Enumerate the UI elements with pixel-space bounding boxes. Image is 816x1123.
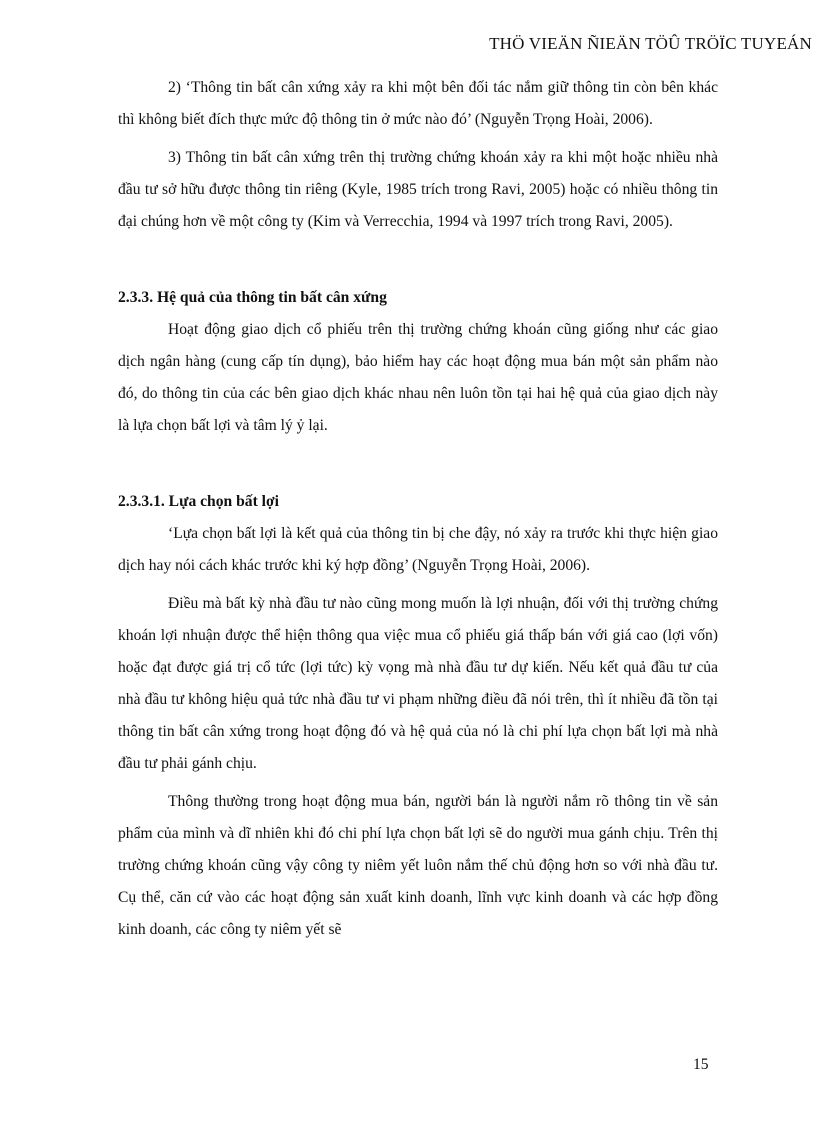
section-spacer [118, 244, 718, 282]
section-heading-2-3-3: 2.3.3. Hệ quả của thông tin bất cân xứng [118, 289, 387, 306]
paragraph-investor-profit: Điều mà bất kỳ nhà đầu tư nào cũng mong muốn là lợi nhuận, đối với thị trường chứng khoán lợi nhuận được thể hiện thông qua việc mua cổ phiếu giá thấp bán với giá cao (lợi vốn) hoặc đạt được giá trị cổ tức (lợi tức) kỳ vọng mà nhà đầu tư dự kiến. Nếu kết quả đầu tư của nhà đầu tư không hiệu quả tức nhà đầu tư vi phạm những điều đã nói trên, thì ít nhiều đã tồn tại thông tin bất cân xứng trong hoạt động đó và hệ quả của nó là chi phí lựa chọn bất lợi mà nhà đầu tư phải gánh chịu. [118, 595, 718, 772]
paragraph-seller-buyer: Thông thường trong hoạt động mua bán, người bán là người nắm rõ thông tin về sản phẩm của mình và dĩ nhiên khi đó chi phí lựa chọn bất lợi sẽ do người mua gánh chịu. Trên thị trường chứng khoán cũng vậy công ty niêm yết luôn nắm thế chủ động hơn so với nhà đầu tư. Cụ thể, căn cứ vào các hoạt động sản xuất kinh doanh, lĩnh vực kinh doanh và các hợp đồng kinh doanh, các công ty niêm yết sẽ [118, 793, 718, 938]
paragraph-definition-2: 2) ‘Thông tin bất cân xứng xảy ra khi một bên đối tác nắm giữ thông tin còn bên khác thì không biết đích thực mức độ thông tin ở mức nào đó’ (Nguyễn Trọng Hoài, 2006). [118, 79, 718, 128]
section-spacer [118, 448, 718, 486]
section-heading-2-3-3-1: 2.3.3.1. Lựa chọn bất lợi [118, 493, 279, 510]
paragraph-consequences: Hoạt động giao dịch cổ phiếu trên thị trường chứng khoán cũng giống như các giao dịch ngân hàng (cung cấp tín dụng), bảo hiểm hay các hoạt động mua bán một sản phẩm nào đó, do thông tin của các bên giao dịch khác nhau nên luôn tồn tại hai hệ quả của giao dịch này là lựa chọn bất lợi và tâm lý ỷ lại. [118, 321, 718, 434]
document-body [118, 72, 718, 952]
page-number: 15 [693, 1056, 709, 1073]
running-header: THÖ VIEÄN ÑIEÄN TÖÛ TRÖÏC TUYEÁN [489, 34, 812, 53]
paragraph-definition-3: 3) Thông tin bất cân xứng trên thị trường chứng khoán xảy ra khi một hoặc nhiều nhà đầu tư sở hữu được thông tin riêng (Kyle, 1985 trích trong Ravi, 2005) hoặc có nhiều thông tin đại chúng hơn về một công ty (Kim và Verrecchia, 1994 và 1997 trích trong Ravi, 2005). [118, 149, 718, 230]
paragraph-adverse-selection-definition: ‘Lựa chọn bất lợi là kết quả của thông tin bị che đậy, nó xảy ra trước khi thực hiện giao dịch hay nói cách khác trước khi ký hợp đồng’ (Nguyễn Trọng Hoài, 2006). [118, 525, 718, 574]
